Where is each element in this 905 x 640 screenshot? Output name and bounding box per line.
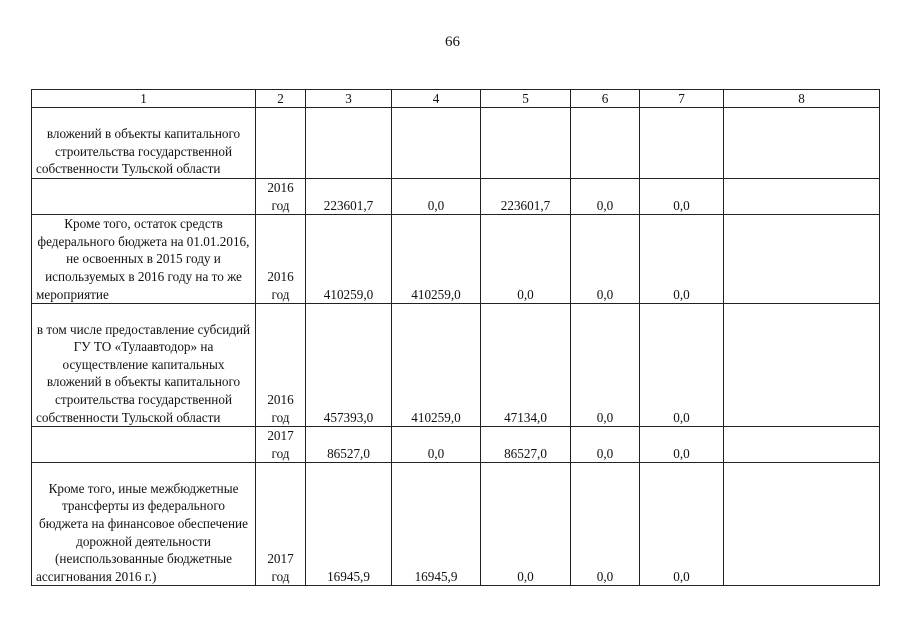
value-col-5: 47134,0 bbox=[481, 304, 571, 427]
year-unit: год bbox=[271, 445, 290, 461]
year-value: 2017 bbox=[267, 428, 294, 444]
row-year bbox=[256, 427, 306, 463]
value-col-4: 16945,9 bbox=[392, 463, 481, 586]
value-col-5 bbox=[481, 108, 571, 179]
value-col-6: 0,0 bbox=[571, 179, 640, 215]
value-col-4: 0,0 bbox=[392, 179, 481, 215]
year-value: 2016 bbox=[267, 180, 294, 195]
value-col-6: 0,0 bbox=[571, 304, 640, 427]
column-header-1: 1 bbox=[32, 90, 256, 108]
value-col-7 bbox=[640, 108, 724, 179]
value-col-8 bbox=[724, 304, 880, 427]
column-header-7: 7 bbox=[640, 90, 724, 108]
value-col-7: 0,0 bbox=[640, 215, 724, 304]
row-year bbox=[256, 463, 306, 586]
value-col-7: 0,0 bbox=[640, 179, 724, 215]
value-col-4: 0,0 bbox=[392, 427, 481, 463]
row-description bbox=[32, 427, 256, 463]
year-value: 2016 bbox=[267, 391, 294, 407]
value-col-5: 86527,0 bbox=[481, 427, 571, 463]
column-header-6: 6 bbox=[571, 90, 640, 108]
table-row bbox=[32, 427, 880, 463]
column-header-8: 8 bbox=[724, 90, 880, 108]
value-col-3: 223601,7 bbox=[306, 179, 392, 215]
value-col-8 bbox=[724, 427, 880, 463]
year-unit: год bbox=[271, 568, 290, 584]
value-col-5: 0,0 bbox=[481, 463, 571, 586]
row-description bbox=[32, 179, 256, 215]
value-col-3: 457393,0 bbox=[306, 304, 392, 427]
row-description: в том числе предоставление субсидий ГУ ТО «Тулаавтодор» на осуществление капитальных вложений в объекты капитального строительства государственной собственности Тульской области bbox=[32, 304, 256, 427]
row-year bbox=[256, 304, 306, 427]
value-col-4 bbox=[392, 108, 481, 179]
year-value: 2017 bbox=[267, 551, 294, 567]
row-year bbox=[256, 179, 306, 215]
table-row bbox=[32, 108, 880, 179]
value-col-5: 223601,7 bbox=[481, 179, 571, 215]
column-header-5: 5 bbox=[481, 90, 571, 108]
column-header-4: 4 bbox=[392, 90, 481, 108]
table-row bbox=[32, 179, 880, 215]
budget-table bbox=[31, 89, 880, 586]
value-col-6: 0,0 bbox=[571, 215, 640, 304]
row-description: Кроме того, остаток средств федерального бюджета на 01.01.2016, не освоенных в 2015 году и используемых в 2016 году на то же мероприятие bbox=[32, 215, 256, 304]
year-unit: год bbox=[271, 409, 290, 425]
row-year bbox=[256, 215, 306, 304]
column-header-2: 2 bbox=[256, 90, 306, 108]
column-header-3: 3 bbox=[306, 90, 392, 108]
year-unit: год bbox=[271, 286, 290, 302]
row-description: вложений в объекты капитального строительства государственной собственности Тульской области bbox=[32, 108, 256, 179]
value-col-8 bbox=[724, 215, 880, 304]
value-col-4: 410259,0 bbox=[392, 304, 481, 427]
value-col-8 bbox=[724, 179, 880, 215]
year-unit: год bbox=[271, 197, 290, 213]
value-col-6: 0,0 bbox=[571, 427, 640, 463]
value-col-7: 0,0 bbox=[640, 304, 724, 427]
value-col-4: 410259,0 bbox=[392, 215, 481, 304]
table-row bbox=[32, 304, 880, 427]
value-col-3: 410259,0 bbox=[306, 215, 392, 304]
value-col-7: 0,0 bbox=[640, 463, 724, 586]
page-number: 66 bbox=[445, 34, 460, 50]
value-col-5: 0,0 bbox=[481, 215, 571, 304]
table-row bbox=[32, 215, 880, 304]
value-col-7: 0,0 bbox=[640, 427, 724, 463]
value-col-8 bbox=[724, 463, 880, 586]
value-col-3: 86527,0 bbox=[306, 427, 392, 463]
value-col-3: 16945,9 bbox=[306, 463, 392, 586]
value-col-6: 0,0 bbox=[571, 463, 640, 586]
row-description: Кроме того, иные межбюджетные трансферты из федерального бюджета на финансовое обеспечение дорожной деятельности (неиспользованные бюджетные ассигнования 2016 г.) bbox=[32, 463, 256, 586]
table-row bbox=[32, 463, 880, 586]
row-year bbox=[256, 108, 306, 179]
column-number-row bbox=[32, 90, 880, 108]
value-col-3 bbox=[306, 108, 392, 179]
value-col-6 bbox=[571, 108, 640, 179]
year-value: 2016 bbox=[267, 268, 294, 284]
value-col-8 bbox=[724, 108, 880, 179]
